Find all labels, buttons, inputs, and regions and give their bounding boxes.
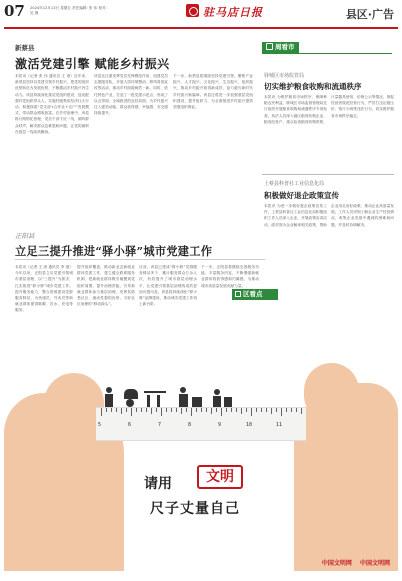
person-body-icon	[105, 394, 113, 407]
helper-icon	[180, 387, 186, 393]
right-story2-headline: 积极做好退企政策宣传	[264, 191, 339, 200]
right-thumb-illustration	[304, 363, 359, 423]
story1-kicker: 新蔡县	[15, 44, 35, 52]
recycle-person-icon	[214, 389, 220, 395]
pedestrian-icon	[157, 395, 160, 407]
wheel-icon	[126, 399, 134, 407]
story2-column-3: 目前，该县已建成“驿小驿”党群服务驿站多个，累计服务群众万余人次，有效提升了城市基层治理水平，让党建引领基层治理的成效更加可感可及。该县将持续深化“驿小驿”品牌建设，推动城市党建工作再上新台阶。	[139, 265, 197, 307]
story2-column-1: 本报讯（记者 王 涛 通讯员 李 强）今年以来，正阳县立足党建引领城市基层治理，以“三提升”为抓手，扎实推进“驿小驿”城市党建工作。提升服务能力，整合资源建设党群服务驿站，为快递员、外卖员等新就业群体提供歇脚、饮水、充电等服务。	[15, 265, 73, 313]
story2-column-4: 下一步，正阳县将继续完善服务功能，丰富服务内容，不断增强新就业群体的获得感和归属感，为推动城市高质量发展贡献力量。	[201, 265, 259, 288]
wheelchair-icon	[124, 389, 138, 399]
page-header	[0, 0, 402, 34]
recycle-body-icon	[213, 396, 221, 407]
tape-number: 8	[188, 422, 192, 428]
left-thumb-illustration	[44, 373, 104, 433]
story1-headline: 激活党建引擎 赋能乡村振兴	[15, 57, 170, 71]
ad-footer	[316, 558, 390, 567]
right-story1-text: 本报讯 为维护粮食市场秩序，保障种粮农民利益，驿城区市场监督管理局近日组织开展粮食收购和流通秩序专项检查。执法人员深入辖区粮食收购企业、粮食经营户，重点检查粮食收购资格、计量器具使用、价格公示等情况，督促经营者规范经营行为，严厉打击压级压价、短斤少两等违法行为，切实维护粮食市场秩序稳定。	[264, 95, 394, 124]
logo-text: 驻马店日报	[203, 6, 263, 19]
tape-number: 11	[276, 422, 283, 428]
right-divider	[262, 174, 394, 175]
person-icon	[106, 387, 112, 393]
ad-slogan-line1: 请用	[144, 476, 172, 492]
page-number: 07	[4, 2, 25, 20]
trash-bin-icon	[224, 397, 232, 407]
tape-number: 5	[98, 422, 102, 428]
cart-icon	[192, 397, 202, 407]
tape-number: 9	[218, 422, 222, 428]
story1-column-2: 该县还注重发挥党员先锋模范作用，组建党员志愿服务队，开展人居环境整治、移风易俗宣传等活动，推动乡村面貌焕然一新。同时，依托特色产业，打造了一批党建示范点，形成了以点带面、全域推进的良好局面，为乡村振兴注入强劲动能，群众获得感、幸福感、安全感持续提升。	[94, 74, 168, 116]
issue-meta: 2024年12月13日 星期五 责任编辑: 张 伟 校对: 吴 静	[30, 6, 107, 15]
story2-kicker: 正阳县	[15, 232, 35, 240]
story1-column-1: 本报讯（记者 张 伟 通讯员 王 涛）近年来，新蔡县坚持以党建引领乡村振兴，把党的组织优势转化为发展优势，不断激活乡村振兴内生动力。该县持续深化基层党组织建设，选优配强村党组织带头人，实施村级集体经济壮大行动，积极探索“党支部+合作社+农户”发展模式，带动群众增收致富。在乡村治理中，该县推行网格化管理，党员干部下沉一线，倾听群众呼声，解决群众急难愁盼问题，让党的旗帜在基层一线高高飘扬。	[15, 74, 89, 134]
tape-number: 6	[128, 422, 132, 428]
pedestrian-icon	[147, 395, 150, 407]
footer-credit: 中国文明网	[359, 560, 390, 567]
section-name: 县区·广告	[345, 8, 394, 21]
right-column-banner	[262, 42, 392, 54]
header-rule	[4, 27, 398, 29]
ad-slogan-highlight: 文明	[197, 465, 243, 489]
right-story2-source: 上蔡县科普社工业信息化局	[264, 181, 325, 187]
ad-slogan-line2: 尺子丈量自己	[150, 501, 240, 517]
story2-headline: 立足三提升推进“驿小驿”城市党建工作	[15, 244, 213, 258]
civility-ad	[4, 353, 398, 571]
emblem-icon	[186, 4, 199, 17]
footer-credit: 中国文明网	[321, 560, 352, 567]
story2-column-2: 提升组织覆盖，推动新业态新就业群体党建工作，建立健全联系服务机制，把新就业群体吸引凝聚到党组织周围。提升治理效能，引导新就业群体参与基层治理，发挥其熟悉社区、流动性强的优势，当好社区治理的“移动探头”。	[77, 265, 135, 307]
story2-rule	[15, 259, 265, 260]
right-story1-headline: 切实维护粮食收购和流通秩序	[264, 82, 362, 91]
marker-icon	[235, 291, 241, 297]
helper-body-icon	[179, 394, 188, 407]
ad-section-tag: 区看点	[232, 289, 278, 300]
tape-number: 10	[246, 422, 253, 428]
tape-measure	[96, 407, 306, 441]
crossing-icon	[144, 391, 166, 393]
right-story1-source: 驿城区市场监管局	[264, 73, 305, 79]
eye-icon	[266, 43, 273, 50]
tape-number: 7	[158, 422, 162, 428]
banner-badge: 周看市	[262, 42, 299, 53]
right-story2-text: 本报讯 为进一步做好惠企政策宣传工作，上蔡县科普社工业信息化局积极组织工作人员深入企业，开展政策宣讲活动，面对面为企业解读相关政策，帮助企业用足用好政策，推动企业高质量发展。工作人员详细了解企业生产经营情况，收集企业发展中遇到的困难和问题，并及时协调解决。	[264, 204, 394, 227]
newspaper-logo	[186, 4, 286, 26]
story1-column-3: 下一步，新蔡县将继续坚持党建引领，聚焦产业振兴、人才振兴、文化振兴、生态振兴、组织振兴，推动乡村振兴取得新成效，奋力谱写新时代乡村振兴新篇章。该县还将进一步加强基层党组织建设，提升组织力，为全面推进乡村振兴提供坚强组织保证。	[173, 74, 253, 110]
